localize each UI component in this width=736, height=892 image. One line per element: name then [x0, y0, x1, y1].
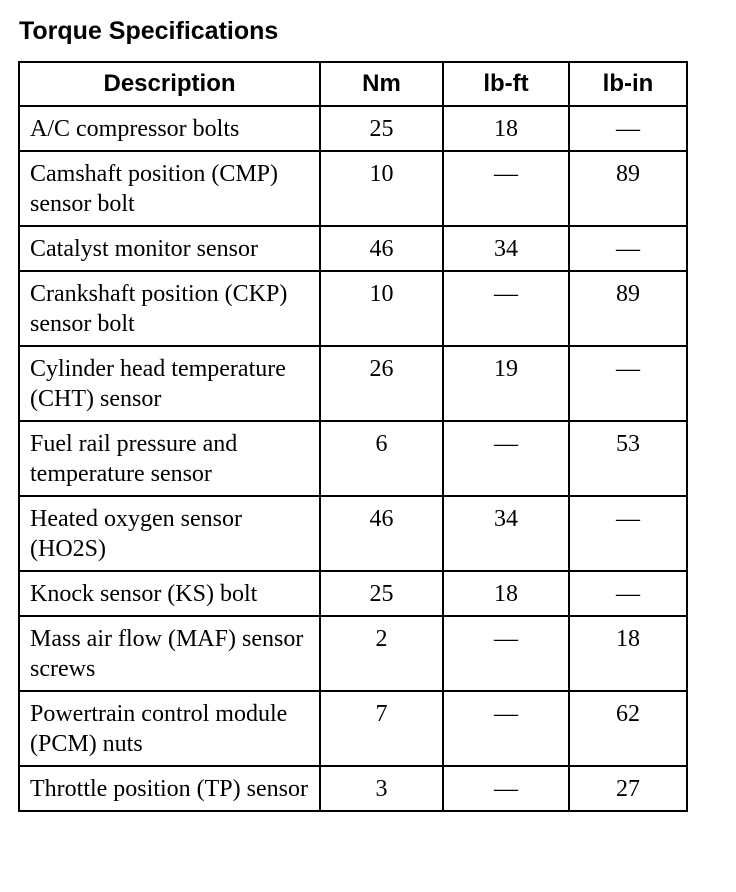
table-row [19, 571, 687, 616]
cell-nm: 10 [320, 271, 443, 346]
cell-description: Crankshaft position (CKP) sensor bolt [19, 271, 320, 346]
table-row [19, 271, 687, 346]
cell-lb-ft: — [443, 766, 569, 811]
cell-lb-in: — [569, 496, 687, 571]
cell-nm: 25 [320, 106, 443, 151]
torque-spec-table [18, 61, 688, 812]
cell-lb-ft: — [443, 421, 569, 496]
cell-lb-in: — [569, 106, 687, 151]
cell-lb-ft: — [443, 616, 569, 691]
cell-lb-ft: 34 [443, 496, 569, 571]
cell-nm: 46 [320, 496, 443, 571]
cell-nm: 46 [320, 226, 443, 271]
cell-description: A/C compressor bolts [19, 106, 320, 151]
table-header-row [19, 62, 687, 106]
cell-lb-ft: — [443, 271, 569, 346]
table-row [19, 691, 687, 766]
cell-lb-in: — [569, 571, 687, 616]
table-row [19, 151, 687, 226]
header-lb-ft: lb-ft [443, 62, 569, 106]
cell-nm: 25 [320, 571, 443, 616]
cell-lb-in: — [569, 346, 687, 421]
cell-lb-in: 53 [569, 421, 687, 496]
cell-lb-in: 89 [569, 151, 687, 226]
cell-nm: 3 [320, 766, 443, 811]
cell-lb-ft: 18 [443, 571, 569, 616]
table-row [19, 616, 687, 691]
cell-nm: 2 [320, 616, 443, 691]
cell-description: Powertrain control module (PCM) nuts [19, 691, 320, 766]
cell-lb-in: — [569, 226, 687, 271]
cell-description: Throttle position (TP) sensor [19, 766, 320, 811]
cell-description: Fuel rail pressure and temperature sensor [19, 421, 320, 496]
cell-lb-in: 27 [569, 766, 687, 811]
cell-description: Knock sensor (KS) bolt [19, 571, 320, 616]
cell-lb-ft: — [443, 151, 569, 226]
table-row [19, 106, 687, 151]
cell-lb-ft: 34 [443, 226, 569, 271]
cell-description: Mass air flow (MAF) sensor screws [19, 616, 320, 691]
table-row [19, 346, 687, 421]
cell-nm: 6 [320, 421, 443, 496]
header-nm: Nm [320, 62, 443, 106]
table-row [19, 766, 687, 811]
cell-description: Catalyst monitor sensor [19, 226, 320, 271]
cell-description: Camshaft position (CMP) sensor bolt [19, 151, 320, 226]
cell-lb-ft: 18 [443, 106, 569, 151]
cell-description: Heated oxygen sensor (HO2S) [19, 496, 320, 571]
cell-lb-in: 18 [569, 616, 687, 691]
table-row [19, 226, 687, 271]
cell-description: Cylinder head temperature (CHT) sensor [19, 346, 320, 421]
cell-lb-in: 89 [569, 271, 687, 346]
cell-lb-in: 62 [569, 691, 687, 766]
table-row [19, 496, 687, 571]
cell-lb-ft: — [443, 691, 569, 766]
cell-nm: 26 [320, 346, 443, 421]
cell-lb-ft: 19 [443, 346, 569, 421]
table-row [19, 421, 687, 496]
header-description: Description [19, 62, 320, 106]
cell-nm: 7 [320, 691, 443, 766]
cell-nm: 10 [320, 151, 443, 226]
page-title: Torque Specifications [19, 17, 279, 45]
header-lb-in: lb-in [569, 62, 687, 106]
